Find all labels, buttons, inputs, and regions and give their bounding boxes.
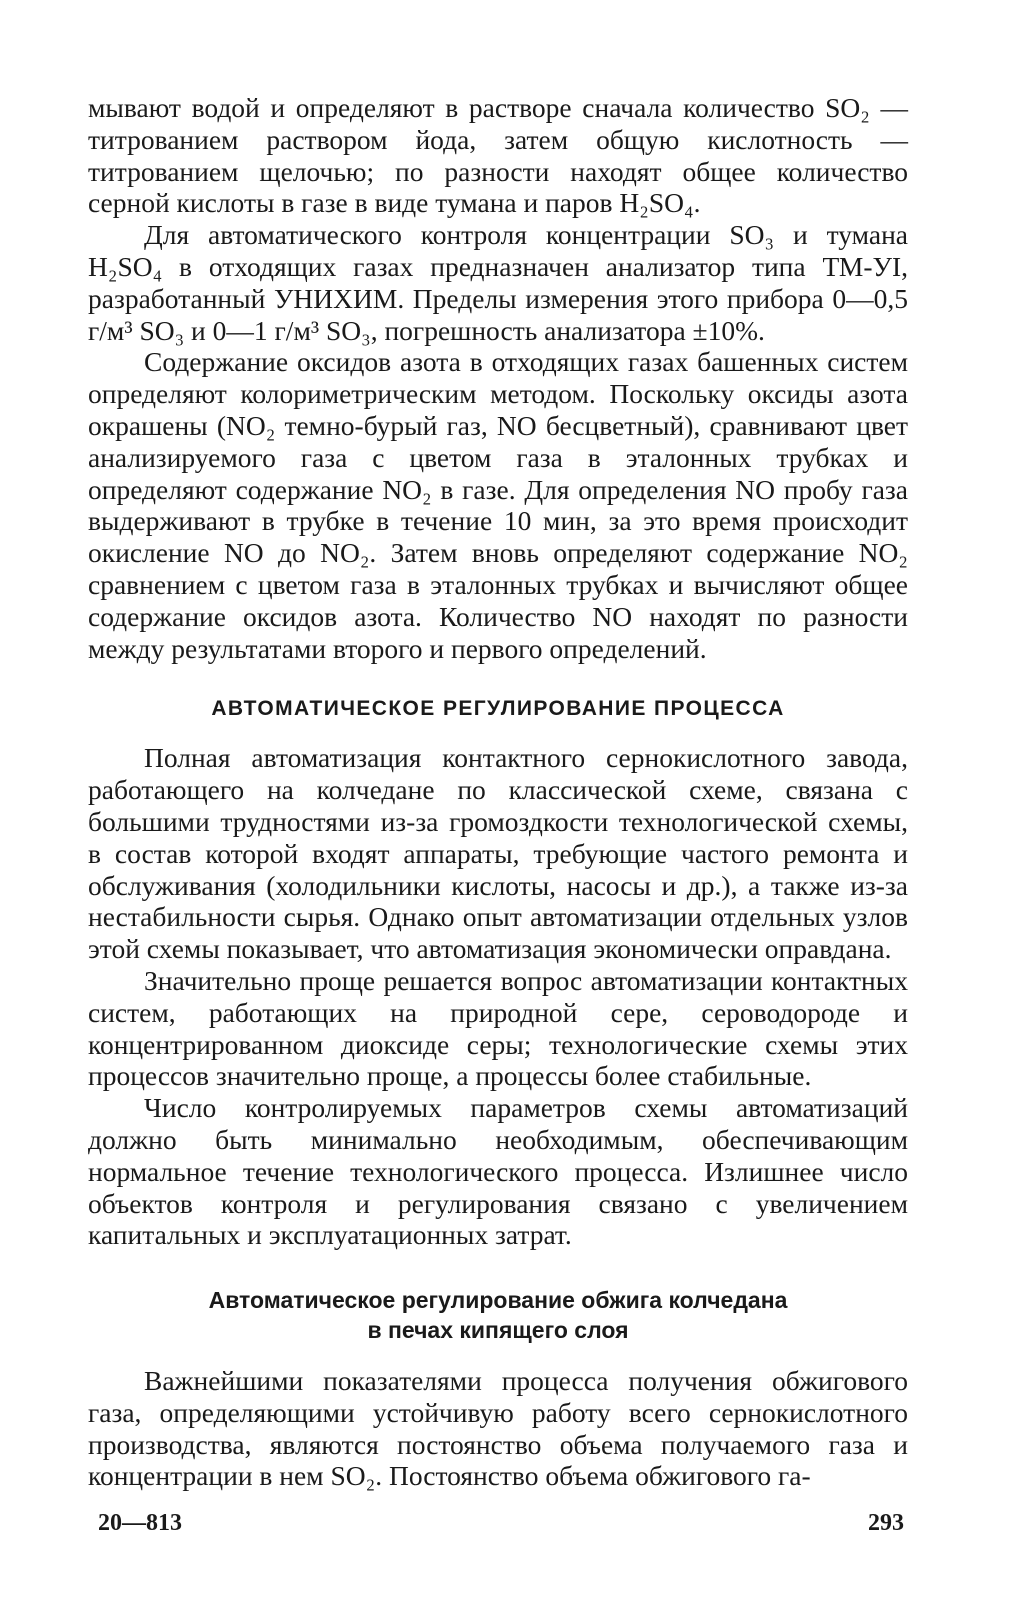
paragraph: Значительно проще решается вопрос автоматизации контактных систем, работающих на природной сере, сероводороде и концентрированном диоксиде серы; технологические схемы этих процессов значительно проще, а процессы более стабильные. <box>88 964 908 1092</box>
page-number: 293 <box>868 1510 904 1536</box>
paragraph: мывают водой и определяют в растворе сначала количество SO₂ — титрованием раствором йода, затем общую кислотность — титрованием щелочью; по разности находят общее количество серной кислоты в газе в виде тумана и паров H₂SO₄. <box>88 92 908 219</box>
subsection-heading <box>88 1285 908 1345</box>
signature-mark: 20—813 <box>98 1510 182 1536</box>
paragraph: Содержание оксидов азота в отходящих газах башенных систем определяют колориметрическим методом. Поскольку оксиды азота окрашены (NO₂ темно-бурый газ, NO бесцветный), сравнивают цвет анализируемого газа с цветом газа в эталонных трубках и определяют содержание NO₂ в газе. Для определения NO пробу газа выдерживают в трубке в течение 10 мин, за это время происходит окисление NO до NO₂. Затем вновь определяют содержание NO₂ сравнением с цветом газа в эталонных трубках и вычисляют общее содержание оксидов азота. Количество NO находят по разности между результатами второго и первого определений. <box>88 346 908 664</box>
subsection-heading-line2: в печах кипящего слоя <box>367 1317 629 1344</box>
paragraph: Полная автоматизация контактного сернокислотного завода, работающего на колчедане по классической схеме, связана с большими трудностями из-за громоздкости технологической схемы, в состав которой входят аппараты, требующие частого ремонта и обслуживания (холодильники кислоты, насосы и др.), а также из-за нестабильности сырья. Однако опыт автоматизации отдельных узлов этой схемы показывает, что автоматизация экономически оправдана. <box>88 742 908 965</box>
paragraph: Важнейшими показателями процесса получения обжигового газа, определяющими устойчивую работу всего сернокислотного производства, являются постоянство объема получаемого газа и концентрации в нем SO₂. Постоянство объема обжигового га- <box>88 1365 908 1492</box>
section-heading: АВТОМАТИЧЕСКОЕ РЕГУЛИРОВАНИЕ ПРОЦЕССА <box>211 697 785 721</box>
page-body <box>88 92 908 1492</box>
paragraph: Число контролируемых параметров схемы автоматизаций должно быть минимально необходимым, обеспечивающим нормальное течение технологического процесса. Излишнее число объектов контроля и регулирования связано с увеличением капитальных и эксплуатационных затрат. <box>88 1092 908 1251</box>
subsection-heading-line1: Автоматическое регулирование обжига колчедана <box>208 1287 788 1314</box>
paragraph: Для автоматического контроля концентрации SO₃ и тумана H₂SO₄ в отходящих газах предназначен анализатор типа ТМ-УІ, разработанный УНИХИМ. Пределы измерения этого прибора 0—0,5 г/м³ SO₃ и 0—1 г/м³ SO₃, погрешность анализатора ±10%. <box>88 219 908 346</box>
